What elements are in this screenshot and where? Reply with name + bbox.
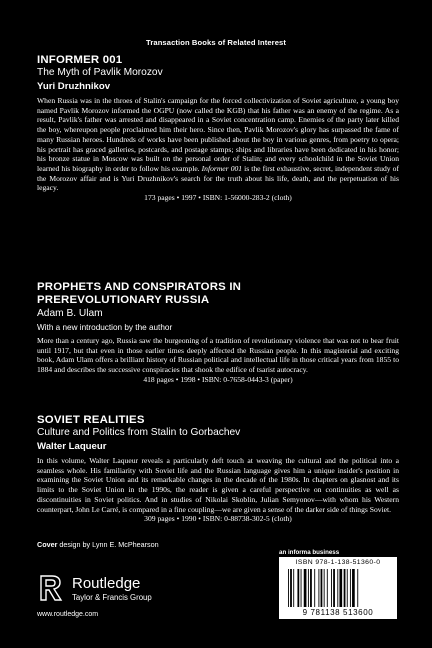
barcode-bar <box>331 569 332 607</box>
barcode-bar <box>321 569 323 607</box>
description-text: is the first exhaustive, secret, independent study of the Morozov affair and is Yuri Druzhnikov's search for the truth about his life, death, and the perpetuation of his legacy. <box>37 163 399 193</box>
book-description <box>37 96 399 193</box>
barcode-bar <box>350 569 351 607</box>
barcode-bar <box>290 569 292 607</box>
barcode-bar <box>347 569 348 607</box>
description-text: When Russia was in the throes of Stalin's campaign for the forced collectivization of Soviet agriculture, a young boy named Pavlik Morozov informed the OGPU (now called the KGB) that his father was an enemy of the regime. As a result, Pavlik's father was arrested and disappeared in a Soviet concentration camp. Enemies of the party later killed the boy, whereupon people proclaimed him their hero. Since then, Pavlik Morozov's glory has surpassed the fame of many Russian heroes. Hundreds of works have been published about the boy in various genres, from poetry to opera; his portrait has graced galleries, postcards, and postage stamps; ships and libraries have been dedicated in his honor; his bronze statue in Moscow was built on the personal order of Stalin; and every schoolchild in the Soviet Union learned his biography in order to follow his example. <box>37 96 399 173</box>
barcode-bar <box>301 569 302 607</box>
book-description: In this volume, Walter Laqueur reveals a particularly deft touch at weaving the cultural and the political into a seamless whole. His familiarity with Soviet life and the Russian language gives him a unique insider's position in examining the Soviet Union and its remarkable changes in the decade of the 1980s. In chapters on glasnost and its limits to the Soviet Union in the 1990s, the reader is given a careful perspective on continuities as well as discontinuities in Soviet politics. And in studies of Nikolai Skoblin, Julian Semyonov—with whom his Western counterpart, John Le Carré, is compared in a fine coupling—we are given a sense of the darker side of things Soviet. <box>37 456 399 514</box>
book-entry-soviet-realities <box>37 414 399 524</box>
book-entry-prophets <box>37 281 399 385</box>
book-entry-informer <box>37 54 399 203</box>
book-title: SOVIET REALITIES <box>37 414 145 426</box>
publisher-name: Routledge <box>72 575 141 592</box>
cover-credit-text: design by Lynn E. McPhearson <box>57 540 159 549</box>
barcode-bar <box>337 569 338 607</box>
barcode-bars-icon <box>287 569 391 607</box>
book-title-line-1: PROPHETS AND CONSPIRATORS IN <box>37 281 242 293</box>
barcode-bar <box>339 569 342 607</box>
description-italic-title: Informer 001 <box>201 163 243 173</box>
publisher-group: Taylor & Francis Group <box>72 593 152 602</box>
cover-credit <box>37 540 159 549</box>
barcode-bar <box>333 569 335 607</box>
book-meta: 173 pages • 1997 • ISBN: 1-56000-283-2 (cloth) <box>144 193 292 203</box>
barcode-bar <box>352 569 355 607</box>
book-subtitle: The Myth of Pavlik Morozov <box>37 67 163 78</box>
barcode-bar <box>293 569 294 607</box>
isbn-digits: 9 781138 513600 <box>302 608 374 617</box>
book-author: Yuri Druzhnikov <box>37 81 111 92</box>
barcode-bar <box>324 569 325 607</box>
barcode-bar <box>314 569 315 607</box>
barcode-bar <box>297 569 299 607</box>
book-author: Walter Laqueur <box>37 441 107 452</box>
barcode-bar <box>344 569 346 607</box>
cover-credit-label: Cover <box>37 540 58 549</box>
barcode-bar <box>308 569 309 607</box>
book-meta: 418 pages • 1998 • ISBN: 0-7658-0443-3 (paper) <box>143 374 293 384</box>
informa-business-label: an informa business <box>279 549 340 556</box>
series-heading: Transaction Books of Related Interest <box>146 38 286 47</box>
book-description: More than a century ago, Russia saw the burgeoning of a tradition of revolutionary violence that was not to bear fruit until 1917, but that even in those earlier times deeply affected the Russian people. In this magisterial and exciting book, Adam Ulam offers a brilliant history of Russian political and intellectual life in those critical years from 1855 to 1884 and describes the successive conspiracies that shook the edifice of tsarist autocracy. <box>37 336 399 375</box>
book-title: INFORMER 001 <box>37 54 123 66</box>
routledge-r-logo-icon <box>37 573 67 603</box>
book-subtitle: Culture and Politics from Stalin to Gorbachev <box>37 427 241 438</box>
barcode-bar <box>310 569 312 607</box>
isbn-barcode <box>279 557 397 619</box>
book-meta: 309 pages • 1990 • ISBN: 0-88738-302-5 (cloth) <box>144 514 292 524</box>
book-intro-note: With a new introduction by the author <box>37 323 173 332</box>
book-title-line-2: PREREVOLUTIONARY RUSSIA <box>37 294 210 306</box>
isbn-label: ISBN 978-1-138-51360-0 <box>295 559 381 566</box>
barcode-bar <box>288 569 289 607</box>
barcode-bar <box>318 569 319 607</box>
barcode-bar <box>357 569 358 607</box>
barcode-bar <box>327 569 328 607</box>
book-author: Adam B. Ulam <box>37 308 103 319</box>
barcode-bar <box>304 569 307 607</box>
publisher-url: www.routledge.com <box>37 611 99 618</box>
